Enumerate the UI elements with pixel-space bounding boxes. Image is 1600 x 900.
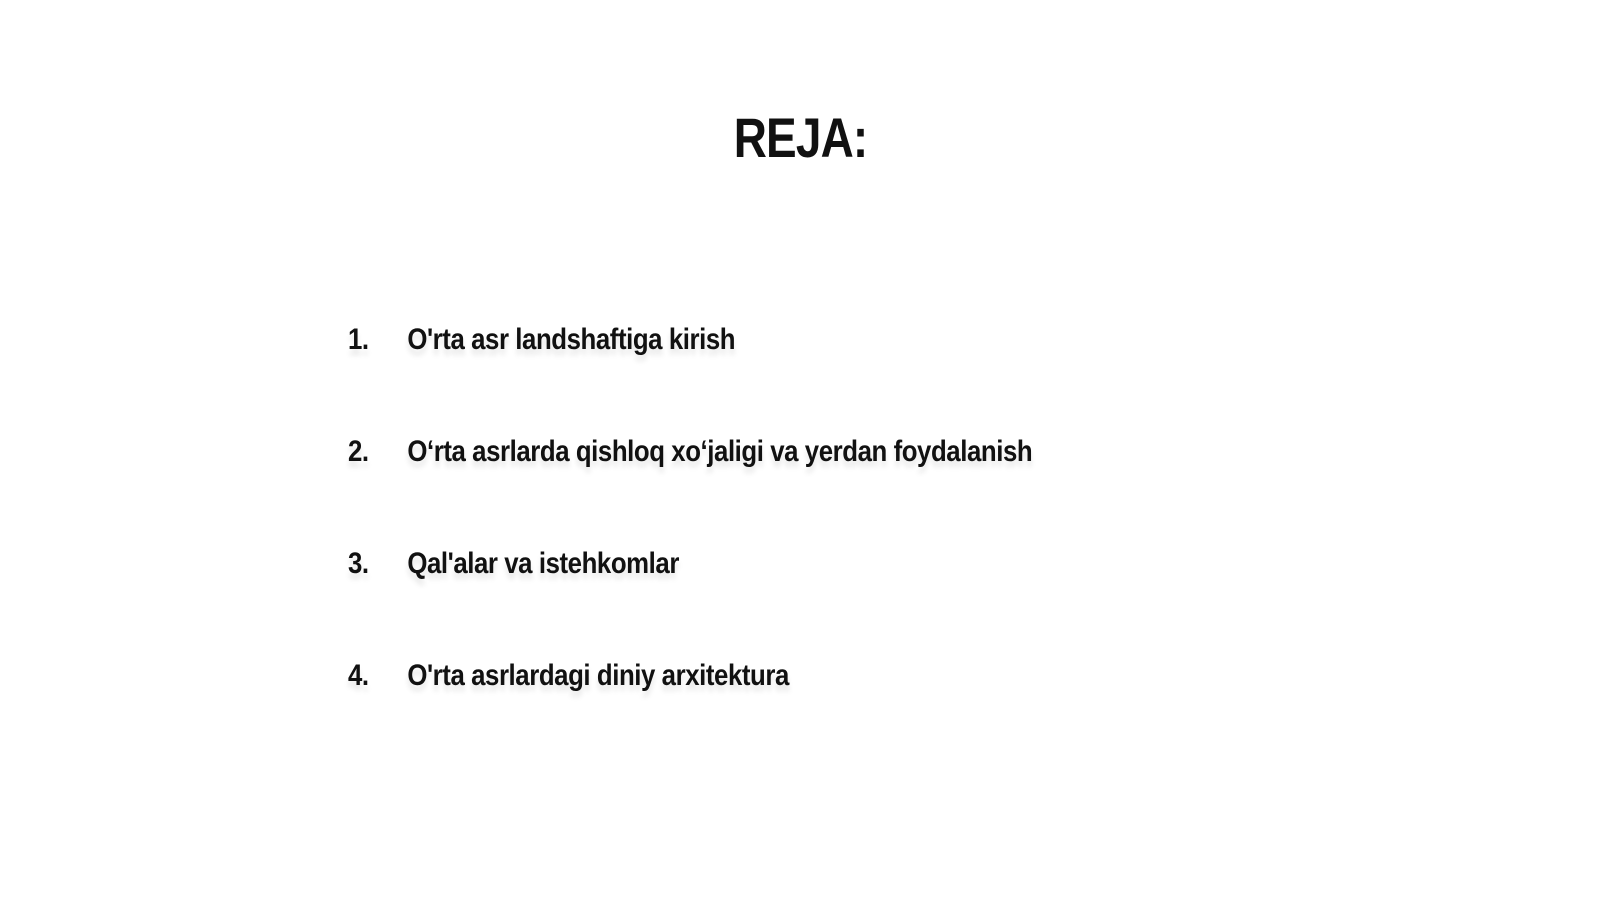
agenda-item-text: Oʻrta asrlarda qishloq xoʻjaligi va yerdan foydalanish xyxy=(407,435,1033,468)
agenda-item-text: Qal'alar va istehkomlar xyxy=(407,547,679,580)
agenda-item-number: 4. xyxy=(348,659,369,692)
agenda-item-number: 1. xyxy=(348,323,369,356)
agenda-list xyxy=(348,318,1144,766)
agenda-item-text: O'rta asrlardagi diniy arxitektura xyxy=(407,659,789,692)
agenda-item-1 xyxy=(348,318,1032,430)
agenda-item-number: 3. xyxy=(348,547,369,580)
agenda-item-number: 2. xyxy=(348,435,369,468)
agenda-item-4 xyxy=(348,654,1032,766)
agenda-item-3 xyxy=(348,542,1032,654)
slide-title: REJA: xyxy=(733,106,868,169)
agenda-item-2 xyxy=(348,430,1032,542)
agenda-item-text: O'rta asr landshaftiga kirish xyxy=(407,323,736,356)
